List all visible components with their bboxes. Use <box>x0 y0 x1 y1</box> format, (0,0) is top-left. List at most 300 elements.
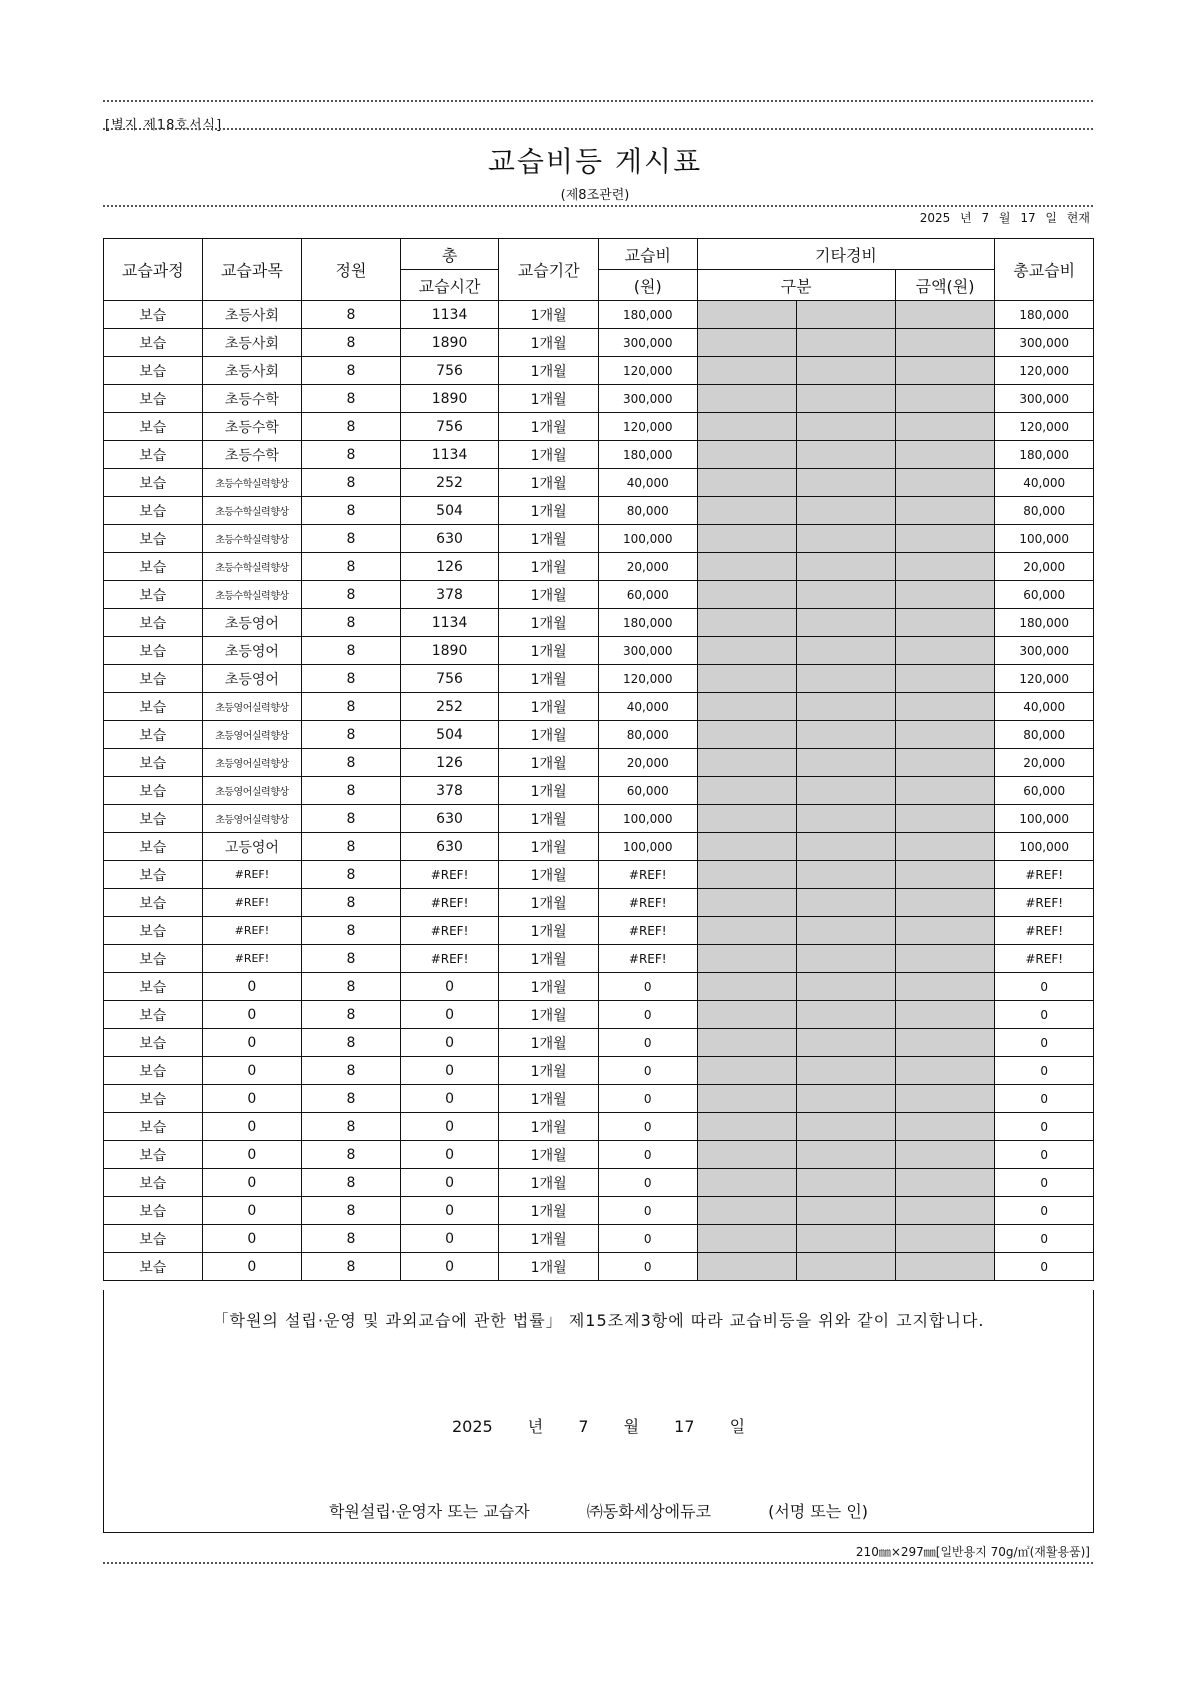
grand-total-cell: 300,000 <box>995 637 1094 665</box>
total-hours-cell: 630 <box>400 525 499 553</box>
fee-cell: #REF! <box>598 889 697 917</box>
table-row <box>104 1253 1094 1281</box>
fee-cell: 80,000 <box>598 721 697 749</box>
total-hours-cell: 504 <box>400 721 499 749</box>
period-cell: 1개월 <box>499 1057 599 1085</box>
other-type-cell-a <box>697 497 797 525</box>
total-hours-cell: #REF! <box>400 889 499 917</box>
table-row <box>104 1057 1094 1085</box>
course-cell: 보습 <box>104 553 203 581</box>
grand-total-cell: #REF! <box>995 889 1094 917</box>
other-type-cell-b <box>797 1029 896 1057</box>
grand-total-cell: 0 <box>995 1085 1094 1113</box>
course-cell: 보습 <box>104 805 203 833</box>
other-type-cell-b <box>797 861 896 889</box>
course-cell: 보습 <box>104 861 203 889</box>
other-type-cell-b <box>797 497 896 525</box>
total-hours-cell: 0 <box>400 1113 499 1141</box>
other-amount-cell <box>895 1113 995 1141</box>
course-cell: 보습 <box>104 497 203 525</box>
period-cell: 1개월 <box>499 1197 599 1225</box>
table-row <box>104 805 1094 833</box>
title-dotted-rule <box>103 205 1093 207</box>
course-cell: 보습 <box>104 1001 203 1029</box>
fee-cell: 120,000 <box>598 665 697 693</box>
subject-cell: 0 <box>202 1169 302 1197</box>
other-type-cell-a <box>697 441 797 469</box>
table-row <box>104 945 1094 973</box>
period-cell: 1개월 <box>499 441 599 469</box>
course-cell: 보습 <box>104 917 203 945</box>
period-cell: 1개월 <box>499 1141 599 1169</box>
capacity-cell: 8 <box>302 1085 401 1113</box>
other-type-cell-a <box>697 833 797 861</box>
grand-total-cell: 100,000 <box>995 833 1094 861</box>
capacity-cell: 8 <box>302 469 401 497</box>
signature-mark: (서명 또는 인) <box>768 1502 869 1521</box>
total-hours-cell: 1890 <box>400 385 499 413</box>
fee-cell: 180,000 <box>598 301 697 329</box>
other-type-cell-b <box>797 1085 896 1113</box>
other-type-cell-a <box>697 1113 797 1141</box>
other-type-cell-b <box>797 1197 896 1225</box>
other-type-cell-b <box>797 1141 896 1169</box>
other-type-cell-b <box>797 805 896 833</box>
other-amount-cell <box>895 693 995 721</box>
grand-total-cell: #REF! <box>995 945 1094 973</box>
header-total-hours-bottom: 교습시간 <box>400 270 499 301</box>
total-hours-cell: 1890 <box>400 329 499 357</box>
subject-cell: 0 <box>202 1057 302 1085</box>
table-row <box>104 553 1094 581</box>
other-type-cell-b <box>797 917 896 945</box>
period-cell: 1개월 <box>499 917 599 945</box>
period-cell: 1개월 <box>499 329 599 357</box>
course-cell: 보습 <box>104 329 203 357</box>
course-cell: 보습 <box>104 637 203 665</box>
fee-table-body <box>104 301 1094 1281</box>
fee-cell: 120,000 <box>598 357 697 385</box>
as-of-date: 2025 년 7 월 17 일 현재 <box>919 211 1090 225</box>
capacity-cell: 8 <box>302 497 401 525</box>
period-cell: 1개월 <box>499 805 599 833</box>
header-capacity: 정원 <box>302 239 401 301</box>
period-cell: 1개월 <box>499 637 599 665</box>
table-row <box>104 889 1094 917</box>
other-type-cell-a <box>697 749 797 777</box>
other-type-cell-b <box>797 833 896 861</box>
capacity-cell: 8 <box>302 973 401 1001</box>
other-type-cell-a <box>697 1253 797 1281</box>
fee-cell: 0 <box>598 1029 697 1057</box>
notice-text: 「학원의 설립·운영 및 과외교습에 관한 법률」 제15조제3항에 따라 교습비등을 위와 같이 고지합니다. <box>212 1311 985 1330</box>
subject-cell: #REF! <box>202 945 302 973</box>
other-amount-cell <box>895 1001 995 1029</box>
total-hours-cell: 378 <box>400 581 499 609</box>
other-type-cell-a <box>697 917 797 945</box>
total-hours-cell: 126 <box>400 553 499 581</box>
other-amount-cell <box>895 609 995 637</box>
fee-cell: 40,000 <box>598 693 697 721</box>
subject-cell: 초등영어실력향상 <box>202 805 302 833</box>
total-hours-cell: 252 <box>400 693 499 721</box>
other-type-cell-b <box>797 413 896 441</box>
other-amount-cell <box>895 413 995 441</box>
course-cell: 보습 <box>104 609 203 637</box>
other-amount-cell <box>895 637 995 665</box>
grand-total-cell: 20,000 <box>995 553 1094 581</box>
other-type-cell-b <box>797 553 896 581</box>
subject-cell: 초등영어실력향상 <box>202 777 302 805</box>
grand-total-cell: 0 <box>995 1001 1094 1029</box>
other-amount-cell <box>895 1085 995 1113</box>
other-amount-cell <box>895 665 995 693</box>
period-cell: 1개월 <box>499 1085 599 1113</box>
other-type-cell-a <box>697 469 797 497</box>
period-cell: 1개월 <box>499 1225 599 1253</box>
other-type-cell-a <box>697 1057 797 1085</box>
table-row <box>104 301 1094 329</box>
capacity-cell: 8 <box>302 833 401 861</box>
period-cell: 1개월 <box>499 945 599 973</box>
course-cell: 보습 <box>104 525 203 553</box>
other-type-cell-b <box>797 889 896 917</box>
capacity-cell: 8 <box>302 581 401 609</box>
capacity-cell: 8 <box>302 637 401 665</box>
grand-total-cell: 120,000 <box>995 357 1094 385</box>
capacity-cell: 8 <box>302 721 401 749</box>
subject-cell: #REF! <box>202 861 302 889</box>
subject-cell: 초등영어실력향상 <box>202 721 302 749</box>
fee-cell: 100,000 <box>598 833 697 861</box>
other-type-cell-b <box>797 525 896 553</box>
capacity-cell: 8 <box>302 1169 401 1197</box>
table-row <box>104 413 1094 441</box>
header-subject: 교습과목 <box>202 239 302 301</box>
table-row <box>104 777 1094 805</box>
grand-total-cell: 0 <box>995 1253 1094 1281</box>
total-hours-cell: 0 <box>400 1029 499 1057</box>
subject-cell: 초등사회 <box>202 301 302 329</box>
fee-cell: 0 <box>598 1057 697 1085</box>
capacity-cell: 8 <box>302 441 401 469</box>
fee-cell: 20,000 <box>598 553 697 581</box>
other-type-cell-b <box>797 693 896 721</box>
table-row <box>104 385 1094 413</box>
other-type-cell-b <box>797 749 896 777</box>
capacity-cell: 8 <box>302 1001 401 1029</box>
course-cell: 보습 <box>104 1085 203 1113</box>
other-type-cell-b <box>797 1113 896 1141</box>
period-cell: 1개월 <box>499 553 599 581</box>
fee-cell: #REF! <box>598 861 697 889</box>
grand-total-cell: 0 <box>995 1225 1094 1253</box>
other-amount-cell <box>895 441 995 469</box>
other-type-cell-a <box>697 525 797 553</box>
course-cell: 보습 <box>104 749 203 777</box>
other-type-cell-a <box>697 301 797 329</box>
course-cell: 보습 <box>104 973 203 1001</box>
total-hours-cell: 630 <box>400 805 499 833</box>
course-cell: 보습 <box>104 777 203 805</box>
top-dotted-rule <box>103 100 1093 102</box>
capacity-cell: 8 <box>302 917 401 945</box>
fee-cell: 0 <box>598 1113 697 1141</box>
table-row <box>104 1141 1094 1169</box>
other-amount-cell <box>895 945 995 973</box>
fee-cell: 0 <box>598 1001 697 1029</box>
period-cell: 1개월 <box>499 833 599 861</box>
notice-date <box>104 1414 1093 1437</box>
subject-cell: 초등영어 <box>202 665 302 693</box>
other-type-cell-a <box>697 693 797 721</box>
subject-cell: 초등영어 <box>202 609 302 637</box>
fee-cell: 180,000 <box>598 441 697 469</box>
grand-total-cell: 0 <box>995 1029 1094 1057</box>
subject-cell: 고등영어 <box>202 833 302 861</box>
table-row <box>104 973 1094 1001</box>
other-amount-cell <box>895 1225 995 1253</box>
subject-cell: 0 <box>202 1225 302 1253</box>
header-grand-total: 총교습비 <box>995 239 1094 301</box>
other-amount-cell <box>895 385 995 413</box>
table-row <box>104 917 1094 945</box>
fee-cell: 300,000 <box>598 385 697 413</box>
subject-cell: #REF! <box>202 917 302 945</box>
subject-cell: 초등수학실력향상 <box>202 469 302 497</box>
grand-total-cell: 80,000 <box>995 721 1094 749</box>
table-row <box>104 749 1094 777</box>
total-hours-cell: 0 <box>400 1169 499 1197</box>
other-amount-cell <box>895 1253 995 1281</box>
total-hours-cell: 252 <box>400 469 499 497</box>
header-fee-unit: (원) <box>598 270 697 301</box>
grand-total-cell: 40,000 <box>995 693 1094 721</box>
total-hours-cell: #REF! <box>400 861 499 889</box>
header-total-hours-top: 총 <box>400 239 499 270</box>
grand-total-cell: 120,000 <box>995 665 1094 693</box>
other-type-cell-a <box>697 1141 797 1169</box>
fee-cell: 0 <box>598 1141 697 1169</box>
fee-cell: 60,000 <box>598 777 697 805</box>
course-cell: 보습 <box>104 413 203 441</box>
subject-cell: 초등수학실력향상 <box>202 497 302 525</box>
other-type-cell-a <box>697 665 797 693</box>
course-cell: 보습 <box>104 721 203 749</box>
grand-total-cell: 0 <box>995 1141 1094 1169</box>
other-type-cell-a <box>697 581 797 609</box>
notice-box <box>103 1290 1094 1533</box>
other-amount-cell <box>895 833 995 861</box>
course-cell: 보습 <box>104 357 203 385</box>
subject-cell: 0 <box>202 1029 302 1057</box>
table-row <box>104 721 1094 749</box>
course-cell: 보습 <box>104 693 203 721</box>
capacity-cell: 8 <box>302 1113 401 1141</box>
other-type-cell-a <box>697 329 797 357</box>
capacity-cell: 8 <box>302 329 401 357</box>
other-type-cell-b <box>797 301 896 329</box>
fee-cell: 0 <box>598 1169 697 1197</box>
fee-cell: 0 <box>598 1085 697 1113</box>
bottom-dotted-rule <box>103 1562 1093 1564</box>
grand-total-cell: 0 <box>995 973 1094 1001</box>
other-type-cell-b <box>797 973 896 1001</box>
total-hours-cell: 0 <box>400 1253 499 1281</box>
table-row <box>104 441 1094 469</box>
period-cell: 1개월 <box>499 1001 599 1029</box>
total-hours-cell: 0 <box>400 1001 499 1029</box>
other-amount-cell <box>895 973 995 1001</box>
course-cell: 보습 <box>104 1253 203 1281</box>
capacity-cell: 8 <box>302 1141 401 1169</box>
other-type-cell-a <box>697 1197 797 1225</box>
total-hours-cell: 504 <box>400 497 499 525</box>
fee-cell: 300,000 <box>598 329 697 357</box>
subject-cell: 초등수학 <box>202 441 302 469</box>
other-type-cell-a <box>697 1029 797 1057</box>
capacity-cell: 8 <box>302 749 401 777</box>
other-amount-cell <box>895 721 995 749</box>
grand-total-cell: 180,000 <box>995 441 1094 469</box>
period-cell: 1개월 <box>499 1169 599 1197</box>
other-type-cell-a <box>697 889 797 917</box>
grand-total-cell: 300,000 <box>995 329 1094 357</box>
total-hours-cell: 1134 <box>400 609 499 637</box>
fee-cell: 180,000 <box>598 609 697 637</box>
course-cell: 보습 <box>104 833 203 861</box>
other-amount-cell <box>895 1029 995 1057</box>
period-cell: 1개월 <box>499 525 599 553</box>
period-cell: 1개월 <box>499 469 599 497</box>
subject-cell: 초등수학 <box>202 385 302 413</box>
period-cell: 1개월 <box>499 693 599 721</box>
period-cell: 1개월 <box>499 357 599 385</box>
period-cell: 1개월 <box>499 581 599 609</box>
period-cell: 1개월 <box>499 749 599 777</box>
other-type-cell-a <box>697 805 797 833</box>
header-other-type: 구분 <box>697 270 895 301</box>
subject-cell: 0 <box>202 973 302 1001</box>
fee-cell: 0 <box>598 1253 697 1281</box>
table-row <box>104 861 1094 889</box>
subject-cell: 초등수학실력향상 <box>202 553 302 581</box>
course-cell: 보습 <box>104 1225 203 1253</box>
table-row <box>104 525 1094 553</box>
other-type-cell-a <box>697 973 797 1001</box>
header-fee-top: 교습비 <box>598 239 697 270</box>
grand-total-cell: 0 <box>995 1197 1094 1225</box>
capacity-cell: 8 <box>302 357 401 385</box>
table-row <box>104 1085 1094 1113</box>
other-amount-cell <box>895 777 995 805</box>
grand-total-cell: 60,000 <box>995 777 1094 805</box>
table-row <box>104 581 1094 609</box>
other-amount-cell <box>895 357 995 385</box>
capacity-cell: 8 <box>302 777 401 805</box>
other-type-cell-a <box>697 1085 797 1113</box>
course-cell: 보습 <box>104 1029 203 1057</box>
period-cell: 1개월 <box>499 385 599 413</box>
capacity-cell: 8 <box>302 805 401 833</box>
period-cell: 1개월 <box>499 609 599 637</box>
other-type-cell-a <box>697 861 797 889</box>
course-cell: 보습 <box>104 889 203 917</box>
subject-cell: 0 <box>202 1253 302 1281</box>
capacity-cell: 8 <box>302 665 401 693</box>
period-cell: 1개월 <box>499 777 599 805</box>
header-course: 교습과정 <box>104 239 203 301</box>
subject-cell: 초등수학실력향상 <box>202 581 302 609</box>
total-hours-cell: 0 <box>400 1197 499 1225</box>
course-cell: 보습 <box>104 1113 203 1141</box>
total-hours-cell: 1890 <box>400 637 499 665</box>
total-hours-cell: 1134 <box>400 301 499 329</box>
subject-cell: 초등영어 <box>202 637 302 665</box>
other-type-cell-a <box>697 1225 797 1253</box>
form-label-dotted-rule <box>103 128 1093 130</box>
capacity-cell: 8 <box>302 1197 401 1225</box>
capacity-cell: 8 <box>302 861 401 889</box>
other-amount-cell <box>895 1057 995 1085</box>
grand-total-cell: #REF! <box>995 861 1094 889</box>
total-hours-cell: 0 <box>400 1141 499 1169</box>
grand-total-cell: 0 <box>995 1057 1094 1085</box>
course-cell: 보습 <box>104 385 203 413</box>
table-row <box>104 665 1094 693</box>
course-cell: 보습 <box>104 1197 203 1225</box>
paper-spec: 210㎜×297㎜[일반용지 70g/㎡(재활용품)] <box>855 1545 1090 1559</box>
other-amount-cell <box>895 581 995 609</box>
course-cell: 보습 <box>104 301 203 329</box>
total-hours-cell: 756 <box>400 665 499 693</box>
fee-cell: 120,000 <box>598 413 697 441</box>
other-type-cell-a <box>697 413 797 441</box>
other-type-cell-b <box>797 1057 896 1085</box>
course-cell: 보습 <box>104 1141 203 1169</box>
grand-total-cell: #REF! <box>995 917 1094 945</box>
other-amount-cell <box>895 917 995 945</box>
period-cell: 1개월 <box>499 861 599 889</box>
other-amount-cell <box>895 861 995 889</box>
other-amount-cell <box>895 805 995 833</box>
grand-total-cell: 300,000 <box>995 385 1094 413</box>
capacity-cell: 8 <box>302 385 401 413</box>
total-hours-cell: #REF! <box>400 917 499 945</box>
signer-role: 학원설립·운영자 또는 교습자 <box>328 1502 530 1521</box>
other-type-cell-a <box>697 385 797 413</box>
fee-cell: 20,000 <box>598 749 697 777</box>
total-hours-cell: 1134 <box>400 441 499 469</box>
capacity-cell: 8 <box>302 525 401 553</box>
grand-total-cell: 80,000 <box>995 497 1094 525</box>
grand-total-cell: 180,000 <box>995 609 1094 637</box>
course-cell: 보습 <box>104 945 203 973</box>
subject-cell: 초등영어실력향상 <box>202 693 302 721</box>
other-amount-cell <box>895 749 995 777</box>
total-hours-cell: 0 <box>400 1057 499 1085</box>
course-cell: 보습 <box>104 469 203 497</box>
course-cell: 보습 <box>104 581 203 609</box>
grand-total-cell: 100,000 <box>995 525 1094 553</box>
subject-cell: 초등사회 <box>202 329 302 357</box>
course-cell: 보습 <box>104 1169 203 1197</box>
period-cell: 1개월 <box>499 721 599 749</box>
total-hours-cell: 378 <box>400 777 499 805</box>
table-row <box>104 1001 1094 1029</box>
other-type-cell-a <box>697 609 797 637</box>
course-cell: 보습 <box>104 665 203 693</box>
